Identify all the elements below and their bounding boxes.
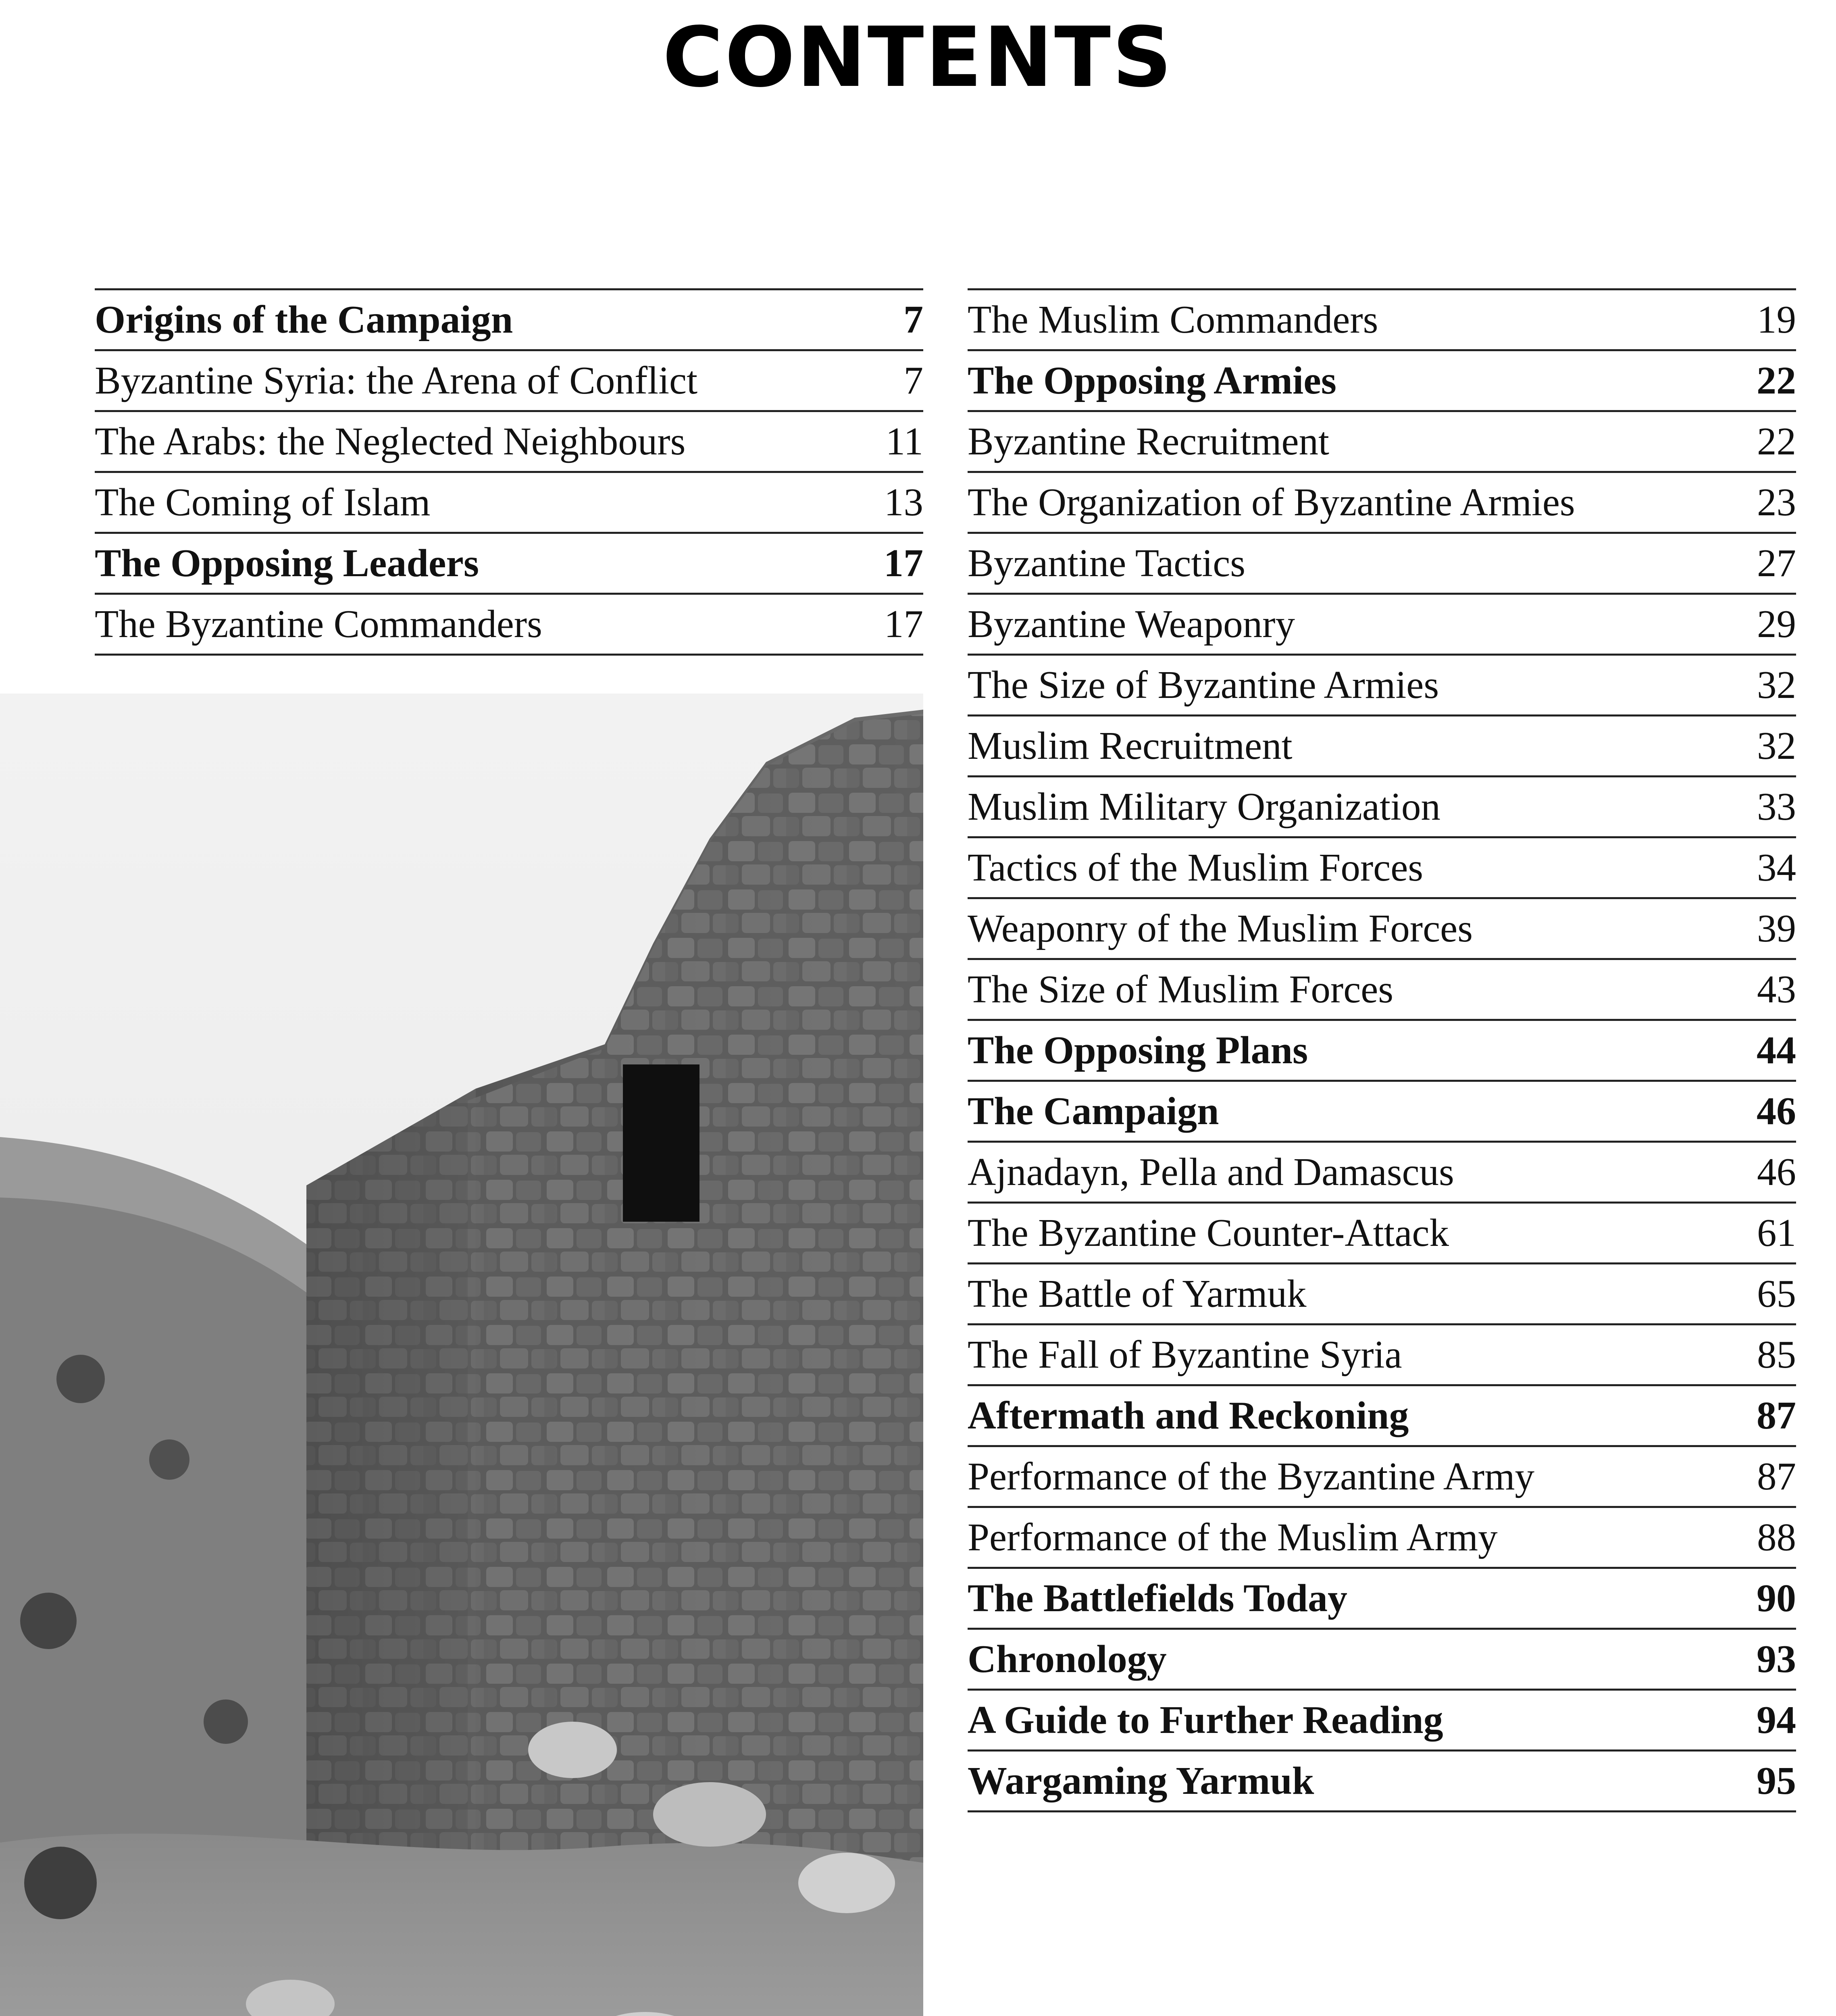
toc-page-number: 34 xyxy=(1757,846,1796,889)
toc-entry-title: The Battle of Yarmuk xyxy=(968,1272,1307,1315)
toc-section-row xyxy=(95,473,923,534)
toc-entry-title: Aftermath and Reckoning xyxy=(968,1394,1409,1437)
toc-section-row xyxy=(95,412,923,473)
toc-chapter-row xyxy=(968,351,1796,412)
toc-entry-title: Ajnadayn, Pella and Damascus xyxy=(968,1150,1454,1193)
toc-chapter-row xyxy=(968,1021,1796,1082)
toc-page-number: 44 xyxy=(1757,1029,1796,1072)
toc-entry-title: The Organization of Byzantine Armies xyxy=(968,481,1575,524)
toc-page-number: 94 xyxy=(1757,1698,1796,1742)
toc-page-number: 85 xyxy=(1757,1333,1796,1376)
toc-section-row xyxy=(968,1204,1796,1264)
toc-section-row xyxy=(968,1447,1796,1508)
toc-chapter-row xyxy=(968,1630,1796,1691)
toc-entry-title: The Byzantine Counter-Attack xyxy=(968,1211,1449,1254)
page-title: CONTENTS xyxy=(662,10,1174,106)
toc-entry-title: Muslim Recruitment xyxy=(968,724,1293,767)
toc-chapter-row xyxy=(95,290,923,351)
toc-entry-title: The Coming of Islam xyxy=(95,481,431,524)
toc-section-row xyxy=(968,595,1796,656)
toc-section-row xyxy=(968,1143,1796,1204)
toc-entry-title: The Byzantine Commanders xyxy=(95,602,542,646)
toc-chapter-row xyxy=(968,1082,1796,1143)
ruined-tomb-photograph xyxy=(0,694,923,2016)
toc-page-number: 87 xyxy=(1757,1394,1796,1437)
toc-page-number: 87 xyxy=(1757,1455,1796,1498)
toc-entry-title: The Size of Byzantine Armies xyxy=(968,663,1439,706)
toc-page-number: 43 xyxy=(1757,968,1796,1011)
toc-page-number: 23 xyxy=(1757,481,1796,524)
toc-entry-title: The Arabs: the Neglected Neighbours xyxy=(95,420,686,463)
toc-entry-title: The Opposing Armies xyxy=(968,359,1336,402)
toc-entry-title: Tactics of the Muslim Forces xyxy=(968,846,1424,889)
toc-right-column xyxy=(968,288,1796,1812)
toc-entry-title: Byzantine Recruitment xyxy=(968,420,1329,463)
toc-section-row xyxy=(968,838,1796,899)
toc-page-number: 39 xyxy=(1757,907,1796,950)
toc-page-number: 17 xyxy=(884,541,923,585)
toc-entry-title: Chronology xyxy=(968,1637,1167,1681)
toc-section-row xyxy=(968,716,1796,777)
toc-page-number: 90 xyxy=(1757,1577,1796,1620)
toc-section-row xyxy=(968,1508,1796,1569)
toc-left-column xyxy=(95,288,923,656)
toc-chapter-row xyxy=(968,1386,1796,1447)
toc-chapter-row xyxy=(95,534,923,595)
toc-entry-title: Performance of the Muslim Army xyxy=(968,1516,1498,1559)
toc-page-number: 29 xyxy=(1757,602,1796,646)
toc-section-row xyxy=(968,656,1796,716)
toc-page-number: 46 xyxy=(1757,1150,1796,1193)
toc-page-number: 93 xyxy=(1757,1637,1796,1681)
toc-section-row xyxy=(95,595,923,656)
toc-entry-title: The Fall of Byzantine Syria xyxy=(968,1333,1402,1376)
toc-entry-title: The Muslim Commanders xyxy=(968,298,1378,341)
toc-entry-title: Performance of the Byzantine Army xyxy=(968,1455,1535,1498)
toc-entry-title: Byzantine Syria: the Arena of Conflict xyxy=(95,359,698,402)
toc-page-number: 22 xyxy=(1757,359,1796,402)
toc-section-row xyxy=(968,290,1796,351)
toc-section-row xyxy=(968,899,1796,960)
toc-entry-title: Byzantine Tactics xyxy=(968,541,1246,585)
toc-section-row xyxy=(968,534,1796,595)
toc-page-number: 19 xyxy=(1757,298,1796,341)
toc-entry-title: Weaponry of the Muslim Forces xyxy=(968,907,1473,950)
toc-entry-title: The Campaign xyxy=(968,1089,1219,1133)
toc-page-number: 65 xyxy=(1757,1272,1796,1315)
toc-page-number: 46 xyxy=(1757,1089,1796,1133)
toc-chapter-row xyxy=(968,1752,1796,1812)
toc-page-number: 11 xyxy=(885,420,923,463)
toc-entry-title: The Size of Muslim Forces xyxy=(968,968,1394,1011)
toc-section-row xyxy=(968,960,1796,1021)
toc-page-number: 32 xyxy=(1757,724,1796,767)
toc-page-number: 7 xyxy=(903,298,923,342)
toc-section-row xyxy=(968,1264,1796,1325)
toc-page-number: 61 xyxy=(1757,1211,1796,1254)
toc-entry-title: The Opposing Leaders xyxy=(95,541,479,585)
toc-entry-title: Muslim Military Organization xyxy=(968,785,1440,828)
toc-page-number: 95 xyxy=(1757,1759,1796,1803)
toc-entry-title: The Battlefields Today xyxy=(968,1577,1348,1620)
toc-entry-title: A Guide to Further Reading xyxy=(968,1698,1443,1742)
toc-entry-title: Origins of the Campaign xyxy=(95,298,513,342)
toc-page-number: 33 xyxy=(1757,785,1796,828)
toc-entry-title: Wargaming Yarmuk xyxy=(968,1759,1314,1803)
toc-chapter-row xyxy=(968,1691,1796,1752)
toc-entry-title: The Opposing Plans xyxy=(968,1029,1308,1072)
toc-entry-title: Byzantine Weaponry xyxy=(968,602,1295,646)
toc-chapter-row xyxy=(968,1569,1796,1630)
toc-page-number: 17 xyxy=(884,602,923,646)
toc-page-number: 88 xyxy=(1757,1516,1796,1559)
toc-section-row xyxy=(968,777,1796,838)
toc-page-number: 7 xyxy=(903,359,923,402)
toc-page-number: 32 xyxy=(1757,663,1796,706)
toc-page-number: 13 xyxy=(884,481,923,524)
toc-section-row xyxy=(968,1325,1796,1386)
toc-section-row xyxy=(95,351,923,412)
toc-section-row xyxy=(968,473,1796,534)
toc-section-row xyxy=(968,412,1796,473)
toc-page-number: 27 xyxy=(1757,541,1796,585)
toc-page-number: 22 xyxy=(1757,420,1796,463)
